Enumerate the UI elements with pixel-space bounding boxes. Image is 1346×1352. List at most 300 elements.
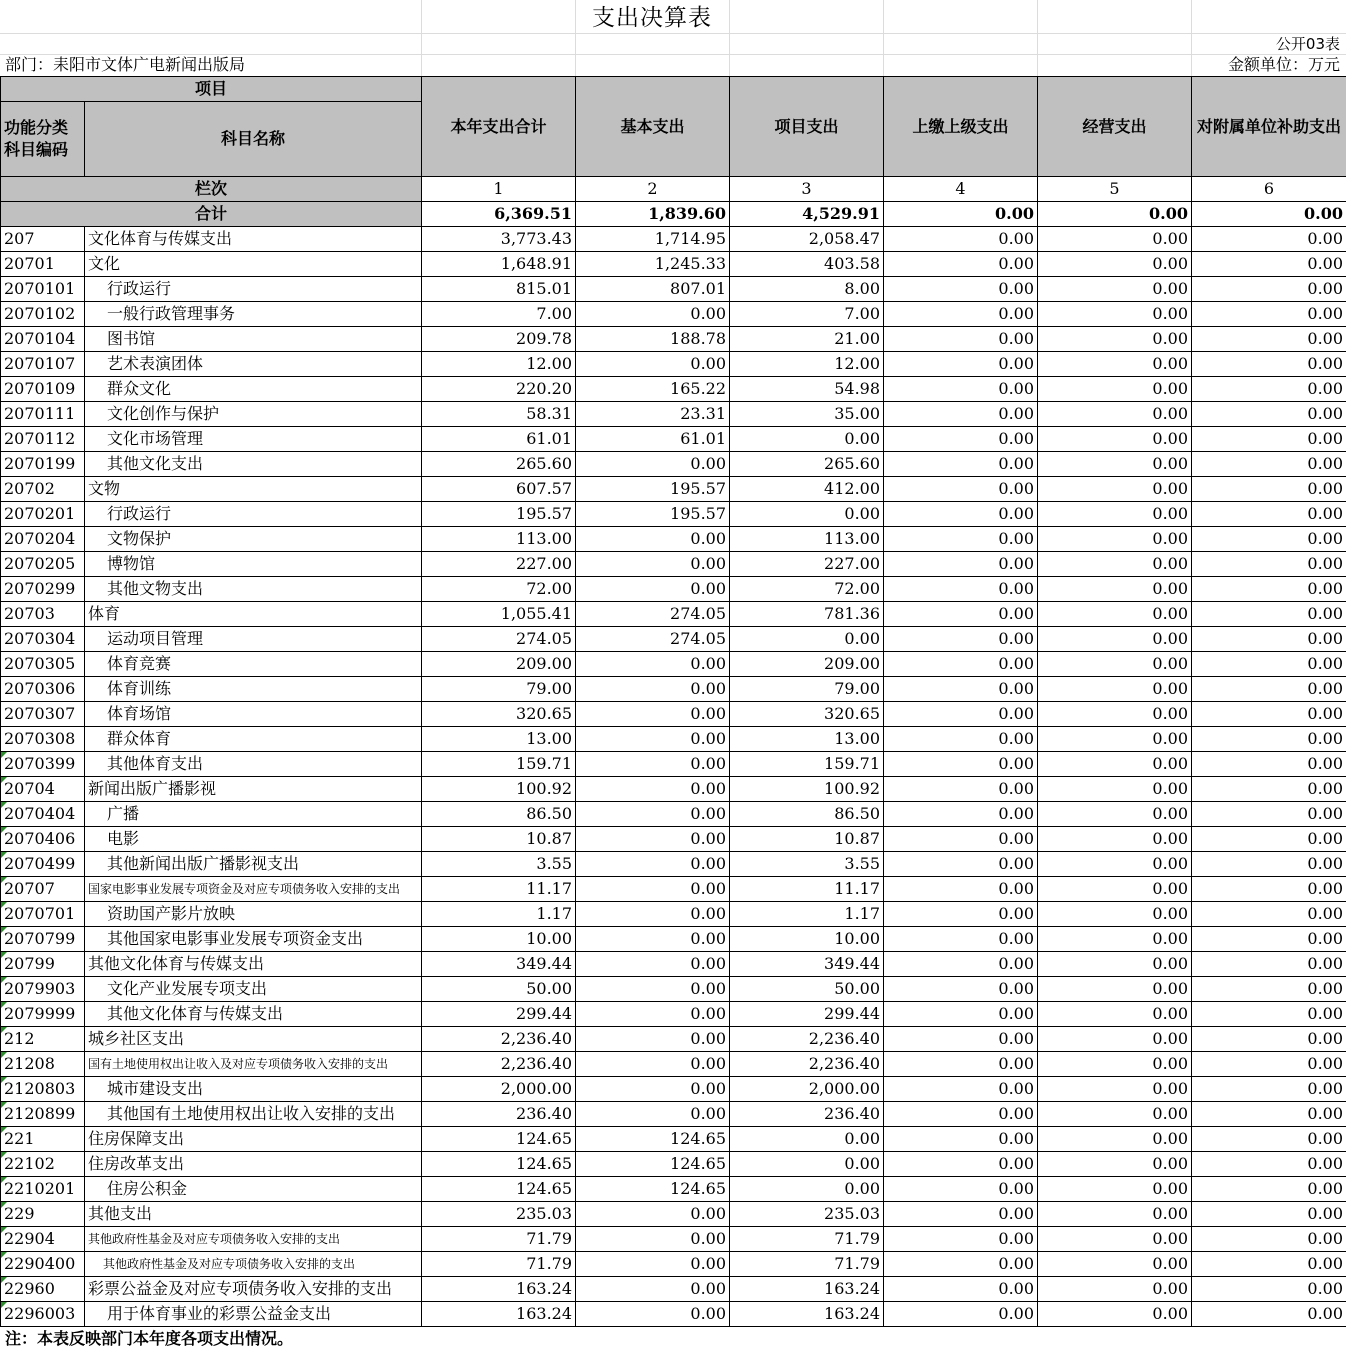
subject-name-cell[interactable]: 文物保护 [85, 527, 422, 552]
amount-cell[interactable]: 0.00 [884, 1002, 1038, 1027]
amount-cell[interactable]: 0.00 [1038, 1177, 1192, 1202]
subject-name-cell[interactable]: 彩票公益金及对应专项债务收入安排的支出 [85, 1277, 422, 1302]
amount-cell[interactable]: 124.65 [576, 1177, 730, 1202]
amount-cell[interactable]: 10.00 [730, 927, 884, 952]
amount-cell[interactable]: 220.20 [422, 377, 576, 402]
subject-code-cell[interactable] [1, 927, 85, 952]
amount-cell[interactable]: 0.00 [884, 1077, 1038, 1102]
header-name[interactable]: 科目名称 [85, 102, 422, 177]
amount-cell[interactable]: 3.55 [730, 852, 884, 877]
amount-cell[interactable]: 807.01 [576, 277, 730, 302]
subject-code-cell[interactable] [1, 977, 85, 1002]
amount-cell[interactable]: 0.00 [576, 677, 730, 702]
amount-cell[interactable]: 0.00 [576, 577, 730, 602]
subject-code-cell[interactable] [1, 852, 85, 877]
amount-cell[interactable]: 0.00 [1038, 1302, 1192, 1327]
subject-code-cell[interactable] [1, 452, 85, 477]
amount-cell[interactable]: 0.00 [1038, 802, 1192, 827]
subject-name-cell[interactable]: 博物馆 [85, 552, 422, 577]
amount-cell[interactable]: 0.00 [1038, 452, 1192, 477]
amount-cell[interactable]: 3.55 [422, 852, 576, 877]
amount-cell[interactable]: 0.00 [576, 1227, 730, 1252]
amount-cell[interactable]: 0.00 [1038, 1002, 1192, 1027]
total-cell[interactable]: 0.00 [1038, 202, 1192, 227]
index-cell[interactable]: 6 [1192, 177, 1346, 202]
amount-cell[interactable]: 0.00 [1038, 402, 1192, 427]
amount-cell[interactable]: 1.17 [730, 902, 884, 927]
amount-cell[interactable]: 0.00 [884, 402, 1038, 427]
subject-name-cell[interactable]: 其他政府性基金及对应专项债务收入安排的支出 [85, 1227, 422, 1252]
amount-cell[interactable]: 0.00 [1038, 952, 1192, 977]
subject-code-cell[interactable] [1, 1177, 85, 1202]
amount-cell[interactable]: 0.00 [730, 1177, 884, 1202]
subject-code-cell[interactable] [1, 1052, 85, 1077]
amount-cell[interactable]: 0.00 [884, 977, 1038, 1002]
amount-cell[interactable]: 71.79 [422, 1252, 576, 1277]
subject-name-cell[interactable]: 一般行政管理事务 [85, 302, 422, 327]
subject-code-cell[interactable] [1, 752, 85, 777]
subject-code-cell[interactable] [1, 1252, 85, 1277]
amount-cell[interactable]: 235.03 [422, 1202, 576, 1227]
amount-cell[interactable]: 10.87 [730, 827, 884, 852]
amount-cell[interactable]: 0.00 [576, 727, 730, 752]
amount-cell[interactable]: 159.71 [422, 752, 576, 777]
subject-code-cell[interactable] [1, 1102, 85, 1127]
amount-cell[interactable]: 815.01 [422, 277, 576, 302]
amount-cell[interactable]: 0.00 [576, 1027, 730, 1052]
subject-code-cell[interactable] [1, 527, 85, 552]
subject-name-cell[interactable]: 体育 [85, 602, 422, 627]
amount-cell[interactable]: 0.00 [1192, 1177, 1346, 1202]
index-cell[interactable]: 2 [576, 177, 730, 202]
total-label[interactable]: 合计 [1, 202, 422, 227]
amount-cell[interactable]: 320.65 [730, 702, 884, 727]
header-project[interactable]: 项目 [1, 77, 422, 102]
subject-name-cell[interactable]: 行政运行 [85, 502, 422, 527]
amount-cell[interactable]: 227.00 [422, 552, 576, 577]
subject-name-cell[interactable]: 文化 [85, 252, 422, 277]
amount-cell[interactable]: 0.00 [1192, 227, 1346, 252]
amount-cell[interactable]: 8.00 [730, 277, 884, 302]
amount-cell[interactable]: 0.00 [1038, 477, 1192, 502]
subject-name-cell[interactable]: 其他文化体育与传媒支出 [85, 952, 422, 977]
subject-code-cell[interactable] [1, 802, 85, 827]
amount-cell[interactable]: 0.00 [884, 952, 1038, 977]
amount-cell[interactable]: 124.65 [422, 1177, 576, 1202]
amount-cell[interactable]: 0.00 [1038, 1102, 1192, 1127]
amount-cell[interactable]: 607.57 [422, 477, 576, 502]
subject-name-cell[interactable]: 群众文化 [85, 377, 422, 402]
amount-cell[interactable]: 0.00 [1192, 1227, 1346, 1252]
amount-cell[interactable]: 61.01 [576, 427, 730, 452]
amount-cell[interactable]: 0.00 [884, 352, 1038, 377]
amount-cell[interactable]: 320.65 [422, 702, 576, 727]
subject-name-cell[interactable]: 国家电影事业发展专项资金及对应专项债务收入安排的支出 [85, 877, 422, 902]
amount-cell[interactable]: 0.00 [1038, 877, 1192, 902]
amount-cell[interactable]: 165.22 [576, 377, 730, 402]
amount-cell[interactable]: 0.00 [884, 727, 1038, 752]
amount-cell[interactable]: 50.00 [730, 977, 884, 1002]
amount-cell[interactable]: 113.00 [422, 527, 576, 552]
amount-cell[interactable]: 0.00 [1038, 702, 1192, 727]
amount-cell[interactable]: 0.00 [1192, 552, 1346, 577]
amount-cell[interactable]: 0.00 [1038, 752, 1192, 777]
amount-cell[interactable]: 61.01 [422, 427, 576, 452]
amount-cell[interactable]: 0.00 [576, 977, 730, 1002]
amount-cell[interactable]: 0.00 [1038, 327, 1192, 352]
subject-name-cell[interactable]: 其他文物支出 [85, 577, 422, 602]
amount-cell[interactable]: 0.00 [1038, 552, 1192, 577]
amount-cell[interactable]: 0.00 [576, 552, 730, 577]
amount-cell[interactable]: 209.78 [422, 327, 576, 352]
subject-code-cell[interactable] [1, 277, 85, 302]
amount-cell[interactable]: 12.00 [422, 352, 576, 377]
amount-cell[interactable]: 0.00 [576, 827, 730, 852]
amount-cell[interactable]: 159.71 [730, 752, 884, 777]
amount-cell[interactable]: 0.00 [884, 627, 1038, 652]
amount-cell[interactable]: 0.00 [1192, 702, 1346, 727]
amount-cell[interactable]: 0.00 [884, 652, 1038, 677]
amount-cell[interactable]: 195.57 [576, 502, 730, 527]
amount-cell[interactable]: 0.00 [576, 852, 730, 877]
amount-cell[interactable]: 412.00 [730, 477, 884, 502]
amount-cell[interactable]: 163.24 [422, 1302, 576, 1327]
subject-name-cell[interactable]: 住房公积金 [85, 1177, 422, 1202]
amount-cell[interactable]: 0.00 [576, 927, 730, 952]
amount-cell[interactable]: 274.05 [576, 602, 730, 627]
subject-code-cell[interactable] [1, 252, 85, 277]
amount-cell[interactable]: 0.00 [576, 702, 730, 727]
amount-cell[interactable]: 0.00 [1038, 677, 1192, 702]
amount-cell[interactable]: 0.00 [884, 252, 1038, 277]
amount-cell[interactable]: 0.00 [1038, 1252, 1192, 1277]
amount-cell[interactable]: 0.00 [1038, 1277, 1192, 1302]
amount-cell[interactable]: 274.05 [422, 627, 576, 652]
header-col-1[interactable]: 本年支出合计 [422, 77, 576, 177]
amount-cell[interactable]: 2,236.40 [730, 1052, 884, 1077]
amount-cell[interactable]: 0.00 [576, 1277, 730, 1302]
amount-cell[interactable]: 0.00 [884, 1102, 1038, 1127]
amount-cell[interactable]: 0.00 [884, 302, 1038, 327]
header-col-5[interactable]: 经营支出 [1038, 77, 1192, 177]
amount-cell[interactable]: 11.17 [422, 877, 576, 902]
subject-code-cell[interactable] [1, 1027, 85, 1052]
amount-cell[interactable]: 0.00 [1192, 527, 1346, 552]
subject-name-cell[interactable]: 群众体育 [85, 727, 422, 752]
amount-cell[interactable]: 0.00 [1192, 352, 1346, 377]
amount-cell[interactable]: 13.00 [730, 727, 884, 752]
total-cell[interactable]: 0.00 [884, 202, 1038, 227]
subject-code-cell[interactable] [1, 1077, 85, 1102]
subject-name-cell[interactable]: 资助国产影片放映 [85, 902, 422, 927]
subject-code-cell[interactable] [1, 1277, 85, 1302]
amount-cell[interactable]: 0.00 [576, 777, 730, 802]
amount-cell[interactable]: 0.00 [576, 302, 730, 327]
amount-cell[interactable]: 0.00 [1038, 277, 1192, 302]
subject-name-cell[interactable]: 住房改革支出 [85, 1152, 422, 1177]
amount-cell[interactable]: 0.00 [884, 477, 1038, 502]
amount-cell[interactable]: 0.00 [576, 752, 730, 777]
subject-code-cell[interactable] [1, 577, 85, 602]
amount-cell[interactable]: 0.00 [884, 927, 1038, 952]
subject-code-cell[interactable] [1, 627, 85, 652]
amount-cell[interactable]: 0.00 [884, 1202, 1038, 1227]
amount-cell[interactable]: 0.00 [1038, 1202, 1192, 1227]
amount-cell[interactable]: 0.00 [1192, 252, 1346, 277]
total-cell[interactable]: 1,839.60 [576, 202, 730, 227]
amount-cell[interactable]: 124.65 [576, 1127, 730, 1152]
subject-name-cell[interactable]: 其他国家电影事业发展专项资金支出 [85, 927, 422, 952]
subject-code-cell[interactable] [1, 377, 85, 402]
subject-name-cell[interactable]: 城乡社区支出 [85, 1027, 422, 1052]
subject-name-cell[interactable]: 广播 [85, 802, 422, 827]
amount-cell[interactable]: 0.00 [1038, 1052, 1192, 1077]
subject-name-cell[interactable]: 文物 [85, 477, 422, 502]
amount-cell[interactable]: 0.00 [884, 777, 1038, 802]
subject-name-cell[interactable]: 体育场馆 [85, 702, 422, 727]
amount-cell[interactable]: 0.00 [884, 1277, 1038, 1302]
amount-cell[interactable]: 0.00 [1192, 1202, 1346, 1227]
amount-cell[interactable]: 0.00 [1192, 1077, 1346, 1102]
subject-name-cell[interactable]: 运动项目管理 [85, 627, 422, 652]
amount-cell[interactable]: 0.00 [884, 1052, 1038, 1077]
amount-cell[interactable]: 0.00 [576, 1102, 730, 1127]
amount-cell[interactable]: 124.65 [422, 1127, 576, 1152]
amount-cell[interactable]: 0.00 [1038, 827, 1192, 852]
subject-name-cell[interactable]: 艺术表演团体 [85, 352, 422, 377]
amount-cell[interactable]: 195.57 [576, 477, 730, 502]
amount-cell[interactable]: 1,648.91 [422, 252, 576, 277]
amount-cell[interactable]: 0.00 [576, 877, 730, 902]
subject-name-cell[interactable]: 文化市场管理 [85, 427, 422, 452]
amount-cell[interactable]: 349.44 [730, 952, 884, 977]
amount-cell[interactable]: 0.00 [1192, 477, 1346, 502]
amount-cell[interactable]: 10.87 [422, 827, 576, 852]
subject-code-cell[interactable] [1, 652, 85, 677]
amount-cell[interactable]: 403.58 [730, 252, 884, 277]
amount-cell[interactable]: 163.24 [422, 1277, 576, 1302]
header-col-6[interactable]: 对附属单位补助支出 [1192, 77, 1346, 177]
subject-name-cell[interactable]: 新闻出版广播影视 [85, 777, 422, 802]
subject-name-cell[interactable]: 其他支出 [85, 1202, 422, 1227]
amount-cell[interactable]: 0.00 [1192, 902, 1346, 927]
amount-cell[interactable]: 0.00 [884, 527, 1038, 552]
header-code[interactable]: 功能分类科目编码 [1, 102, 85, 177]
amount-cell[interactable]: 124.65 [422, 1152, 576, 1177]
amount-cell[interactable]: 58.31 [422, 402, 576, 427]
amount-cell[interactable]: 0.00 [1192, 327, 1346, 352]
amount-cell[interactable]: 0.00 [730, 1127, 884, 1152]
index-label[interactable]: 栏次 [1, 177, 422, 202]
amount-cell[interactable]: 11.17 [730, 877, 884, 902]
amount-cell[interactable]: 0.00 [1038, 727, 1192, 752]
amount-cell[interactable]: 0.00 [1038, 652, 1192, 677]
amount-cell[interactable]: 0.00 [576, 1202, 730, 1227]
amount-cell[interactable]: 0.00 [1038, 777, 1192, 802]
amount-cell[interactable]: 0.00 [884, 502, 1038, 527]
amount-cell[interactable]: 274.05 [576, 627, 730, 652]
subject-name-cell[interactable]: 体育竞赛 [85, 652, 422, 677]
amount-cell[interactable]: 0.00 [1192, 777, 1346, 802]
subject-name-cell[interactable]: 其他文化支出 [85, 452, 422, 477]
amount-cell[interactable]: 0.00 [884, 1252, 1038, 1277]
subject-code-cell[interactable] [1, 477, 85, 502]
amount-cell[interactable]: 0.00 [1192, 1102, 1346, 1127]
amount-cell[interactable]: 0.00 [884, 377, 1038, 402]
amount-cell[interactable]: 0.00 [1038, 227, 1192, 252]
subject-name-cell[interactable]: 文化体育与传媒支出 [85, 227, 422, 252]
amount-cell[interactable]: 1,245.33 [576, 252, 730, 277]
amount-cell[interactable]: 0.00 [1192, 502, 1346, 527]
amount-cell[interactable]: 2,000.00 [422, 1077, 576, 1102]
amount-cell[interactable]: 54.98 [730, 377, 884, 402]
subject-code-cell[interactable] [1, 327, 85, 352]
amount-cell[interactable]: 0.00 [1192, 302, 1346, 327]
amount-cell[interactable]: 299.44 [422, 1002, 576, 1027]
amount-cell[interactable]: 0.00 [884, 802, 1038, 827]
subject-code-cell[interactable] [1, 777, 85, 802]
amount-cell[interactable]: 0.00 [1192, 852, 1346, 877]
amount-cell[interactable]: 0.00 [1038, 1027, 1192, 1052]
amount-cell[interactable]: 0.00 [1038, 927, 1192, 952]
subject-name-cell[interactable]: 图书馆 [85, 327, 422, 352]
subject-code-cell[interactable] [1, 1127, 85, 1152]
amount-cell[interactable]: 0.00 [576, 452, 730, 477]
amount-cell[interactable]: 12.00 [730, 352, 884, 377]
amount-cell[interactable]: 0.00 [884, 227, 1038, 252]
index-cell[interactable]: 1 [422, 177, 576, 202]
header-col-4[interactable]: 上缴上级支出 [884, 77, 1038, 177]
amount-cell[interactable]: 0.00 [1038, 602, 1192, 627]
amount-cell[interactable]: 0.00 [1192, 752, 1346, 777]
total-cell[interactable]: 6,369.51 [422, 202, 576, 227]
amount-cell[interactable]: 0.00 [1038, 977, 1192, 1002]
subject-code-cell[interactable] [1, 552, 85, 577]
subject-code-cell[interactable] [1, 502, 85, 527]
amount-cell[interactable]: 0.00 [1038, 302, 1192, 327]
amount-cell[interactable]: 71.79 [422, 1227, 576, 1252]
amount-cell[interactable]: 163.24 [730, 1302, 884, 1327]
index-cell[interactable]: 5 [1038, 177, 1192, 202]
header-col-3[interactable]: 项目支出 [730, 77, 884, 177]
amount-cell[interactable]: 3,773.43 [422, 227, 576, 252]
amount-cell[interactable]: 0.00 [576, 1002, 730, 1027]
amount-cell[interactable]: 0.00 [1192, 577, 1346, 602]
amount-cell[interactable]: 0.00 [1192, 377, 1346, 402]
amount-cell[interactable]: 0.00 [1192, 402, 1346, 427]
amount-cell[interactable]: 13.00 [422, 727, 576, 752]
subject-name-cell[interactable]: 其他政府性基金及对应专项债务收入安排的支出 [85, 1252, 422, 1277]
amount-cell[interactable]: 0.00 [1038, 527, 1192, 552]
amount-cell[interactable]: 0.00 [884, 902, 1038, 927]
amount-cell[interactable]: 0.00 [1192, 1252, 1346, 1277]
subject-code-cell[interactable] [1, 402, 85, 427]
amount-cell[interactable]: 0.00 [1192, 677, 1346, 702]
amount-cell[interactable]: 265.60 [730, 452, 884, 477]
amount-cell[interactable]: 0.00 [1192, 1027, 1346, 1052]
amount-cell[interactable]: 2,236.40 [730, 1027, 884, 1052]
amount-cell[interactable]: 0.00 [1038, 627, 1192, 652]
amount-cell[interactable]: 1,055.41 [422, 602, 576, 627]
amount-cell[interactable]: 349.44 [422, 952, 576, 977]
amount-cell[interactable]: 0.00 [884, 1177, 1038, 1202]
subject-code-cell[interactable] [1, 952, 85, 977]
amount-cell[interactable]: 0.00 [1038, 852, 1192, 877]
amount-cell[interactable]: 0.00 [1038, 1227, 1192, 1252]
subject-code-cell[interactable] [1, 877, 85, 902]
index-cell[interactable]: 3 [730, 177, 884, 202]
amount-cell[interactable]: 235.03 [730, 1202, 884, 1227]
amount-cell[interactable]: 0.00 [730, 502, 884, 527]
amount-cell[interactable]: 188.78 [576, 327, 730, 352]
subject-code-cell[interactable] [1, 827, 85, 852]
amount-cell[interactable]: 0.00 [884, 552, 1038, 577]
amount-cell[interactable]: 35.00 [730, 402, 884, 427]
amount-cell[interactable]: 0.00 [576, 652, 730, 677]
amount-cell[interactable]: 2,236.40 [422, 1052, 576, 1077]
amount-cell[interactable]: 0.00 [730, 627, 884, 652]
amount-cell[interactable]: 0.00 [1192, 627, 1346, 652]
amount-cell[interactable]: 227.00 [730, 552, 884, 577]
amount-cell[interactable]: 781.36 [730, 602, 884, 627]
amount-cell[interactable]: 0.00 [576, 1052, 730, 1077]
amount-cell[interactable]: 72.00 [422, 577, 576, 602]
amount-cell[interactable]: 163.24 [730, 1277, 884, 1302]
amount-cell[interactable]: 0.00 [1192, 1302, 1346, 1327]
subject-code-cell[interactable] [1, 1202, 85, 1227]
amount-cell[interactable]: 0.00 [884, 327, 1038, 352]
amount-cell[interactable]: 0.00 [1192, 652, 1346, 677]
subject-name-cell[interactable]: 其他国有土地使用权出让收入安排的支出 [85, 1102, 422, 1127]
amount-cell[interactable]: 7.00 [422, 302, 576, 327]
amount-cell[interactable]: 86.50 [422, 802, 576, 827]
subject-name-cell[interactable]: 文化创作与保护 [85, 402, 422, 427]
amount-cell[interactable]: 0.00 [576, 902, 730, 927]
amount-cell[interactable]: 50.00 [422, 977, 576, 1002]
amount-cell[interactable]: 0.00 [1192, 277, 1346, 302]
subject-code-cell[interactable] [1, 1002, 85, 1027]
subject-name-cell[interactable]: 其他新闻出版广播影视支出 [85, 852, 422, 877]
amount-cell[interactable]: 0.00 [1192, 1127, 1346, 1152]
amount-cell[interactable]: 0.00 [884, 452, 1038, 477]
amount-cell[interactable]: 2,058.47 [730, 227, 884, 252]
amount-cell[interactable]: 0.00 [884, 1152, 1038, 1177]
amount-cell[interactable]: 0.00 [1038, 502, 1192, 527]
amount-cell[interactable]: 71.79 [730, 1252, 884, 1277]
amount-cell[interactable]: 0.00 [1192, 977, 1346, 1002]
subject-name-cell[interactable]: 城市建设支出 [85, 1077, 422, 1102]
amount-cell[interactable]: 0.00 [576, 527, 730, 552]
amount-cell[interactable]: 209.00 [422, 652, 576, 677]
amount-cell[interactable]: 265.60 [422, 452, 576, 477]
amount-cell[interactable]: 113.00 [730, 527, 884, 552]
subject-code-cell[interactable] [1, 677, 85, 702]
amount-cell[interactable]: 0.00 [884, 1027, 1038, 1052]
amount-cell[interactable]: 0.00 [576, 352, 730, 377]
subject-code-cell[interactable] [1, 302, 85, 327]
amount-cell[interactable]: 0.00 [1192, 1002, 1346, 1027]
amount-cell[interactable]: 236.40 [730, 1102, 884, 1127]
amount-cell[interactable]: 0.00 [1192, 452, 1346, 477]
amount-cell[interactable]: 299.44 [730, 1002, 884, 1027]
amount-cell[interactable]: 0.00 [1038, 577, 1192, 602]
amount-cell[interactable]: 7.00 [730, 302, 884, 327]
amount-cell[interactable]: 0.00 [1192, 802, 1346, 827]
amount-cell[interactable]: 1.17 [422, 902, 576, 927]
amount-cell[interactable]: 0.00 [576, 952, 730, 977]
amount-cell[interactable]: 0.00 [1192, 1152, 1346, 1177]
amount-cell[interactable]: 0.00 [1038, 252, 1192, 277]
